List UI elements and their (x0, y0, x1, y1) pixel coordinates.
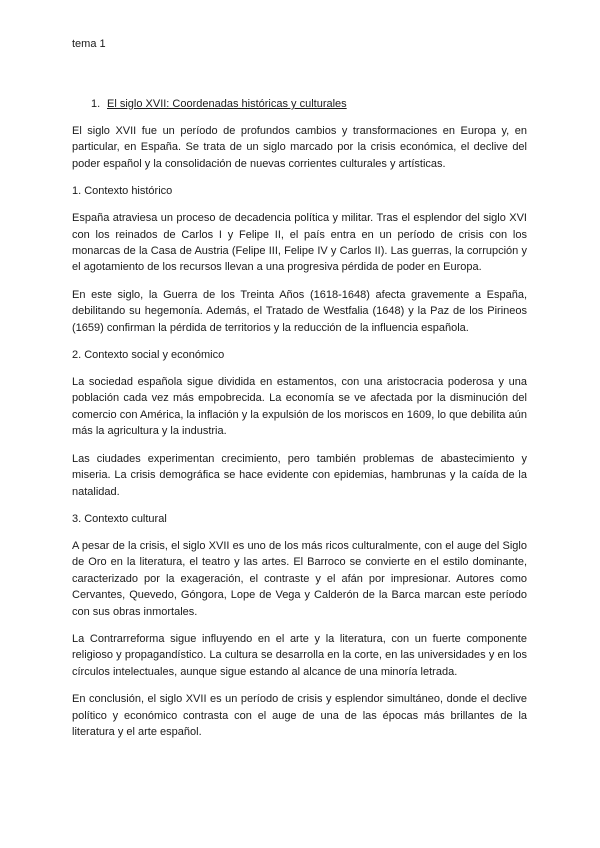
section-heading-social-economic: 2. Contexto social y económico (72, 349, 225, 362)
paragraph: Las ciudades experimentan crecimiento, pero también problemas de abastecimiento y miseria. La crisis demográfica se hace evidente con epidemias, hambrunas y la caída de la natalidad. (72, 452, 527, 498)
paragraph: A pesar de la crisis, el siglo XVII es uno de los más ricos culturalmente, con el auge del Siglo de Oro en la literatura, el teatro y las artes. El Barroco se convierte en el estilo dominante, caracterizado por la exageración, el contraste y el afán por impresionar. Autores como Cervantes, Quevedo, Góngora, Lope de Vega y Calderón de la Barca marcan este período con sus obras inmortales. (72, 539, 527, 618)
section-heading-historical: 1. Contexto histórico (72, 185, 173, 198)
paragraph: La Contrarreforma sigue influyendo en el arte y la literatura, con un fuerte componente religioso y propagandístico. La cultura se desarrolla en la corte, en las universidades y en los círculos intelectuales, aunque sigue estando al alcance de una minoría letrada. (72, 632, 527, 678)
document-title (72, 96, 527, 112)
section-heading-cultural: 3. Contexto cultural (72, 512, 167, 525)
intro-paragraph: El siglo XVII fue un período de profundos cambios y transformaciones en Europa y, en particular, en España. Se trata de un siglo marcado por la crisis económica, el declive del poder español y la consolidación de nuevas corrientes culturales y artísticas. (72, 125, 527, 170)
title-text: El siglo XVII: Coordenadas históricas y culturales (107, 98, 347, 110)
document-body (72, 96, 527, 751)
paragraph: España atraviesa un proceso de decadencia política y militar. Tras el esplendor del siglo XVI con los reinados de Carlos I y Felipe II, el país entra en un período de crisis con los monarcas de la Casa de Austria (Felipe III, Felipe IV y Carlos II). Las guerras, la corrupción y el agotamiento de los recursos llevan a una progresiva pérdida de poder en Europa. (72, 212, 527, 274)
conclusion-paragraph: En conclusión, el siglo XVII es un período de crisis y esplendor simultáneo, donde el declive político y económico contrasta con el auge de una de las épocas más brillantes de la literatura y el arte español. (72, 693, 527, 738)
paragraph: En este siglo, la Guerra de los Treinta Años (1618-1648) afecta gravemente a España, debilitando su hegemonía. Además, el Tratado de Westfalia (1648) y la Paz de los Pirineos (1659) confirman la pérdida de territorios y la reducción de la influencia española. (72, 288, 527, 334)
title-number: 1. (91, 98, 101, 110)
page-header: tema 1 (72, 38, 106, 50)
paragraph: La sociedad española sigue dividida en estamentos, con una aristocracia poderosa y una población cada vez más empobrecida. La economía se ve afectada por la disminución del comercio con América, la inflación y la expulsión de los moriscos en 1609, lo que debilita aún más la agricultura y la industria. (72, 376, 527, 438)
